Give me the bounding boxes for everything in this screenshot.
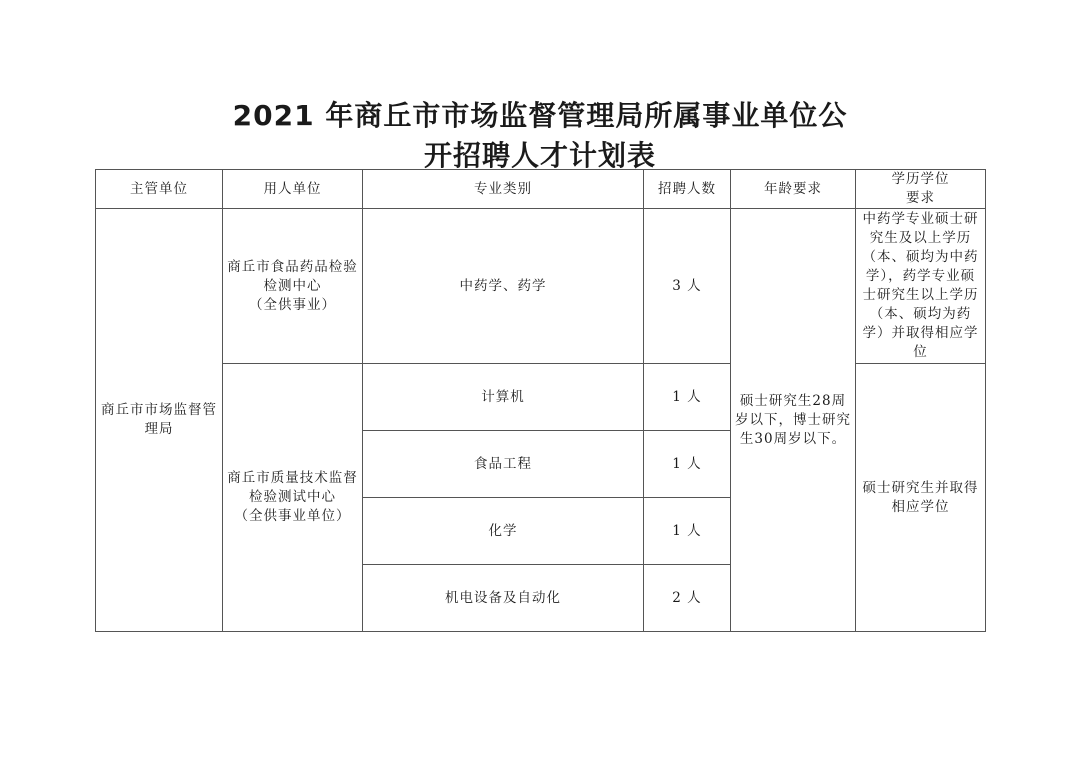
count-cell: 2 人 [644,565,731,632]
supervisor-unit-cell: 商丘市市场监督管理局 [96,209,223,632]
major-cell: 机电设备及自动化 [363,565,644,632]
header-education-requirement: 学历学位 要求 [856,170,986,209]
employer-unit-cell: 商丘市质量技术监督检验测试中心 （全供事业单位） [223,364,363,632]
header-age-requirement: 年龄要求 [731,170,856,209]
count-cell: 1 人 [644,431,731,498]
education-requirement-cell: 硕士研究生并取得相应学位 [856,364,986,632]
education-requirement-cell: 中药学专业硕士研究生及以上学历（本、硕均为中药学），药学专业硕士研究生以上学历（本、硕均为药学）并取得相应学位 [856,209,986,364]
header-major-category: 专业类别 [363,170,644,209]
table-row [96,209,986,364]
header-supervisor-unit: 主管单位 [96,170,223,209]
major-cell: 中药学、药学 [363,209,644,364]
count-cell: 1 人 [644,364,731,431]
document-title-line-2: 开招聘人才计划表 [423,139,656,172]
document-title-line-1: 2021 年商丘市市场监督管理局所属事业单位公 [232,99,848,132]
major-cell: 计算机 [363,364,644,431]
count-cell: 1 人 [644,498,731,565]
header-recruit-count: 招聘人数 [644,170,731,209]
count-cell: 3 人 [644,209,731,364]
header-employer-unit: 用人单位 [223,170,363,209]
major-cell: 化学 [363,498,644,565]
age-requirement-cell: 硕士研究生28周岁以下，博士研究生30周岁以下。 [731,209,856,632]
recruitment-plan-table [95,169,986,632]
employer-unit-cell: 商丘市食品药品检验检测中心 （全供事业） [223,209,363,364]
table-header-row [96,170,986,209]
major-cell: 食品工程 [363,431,644,498]
